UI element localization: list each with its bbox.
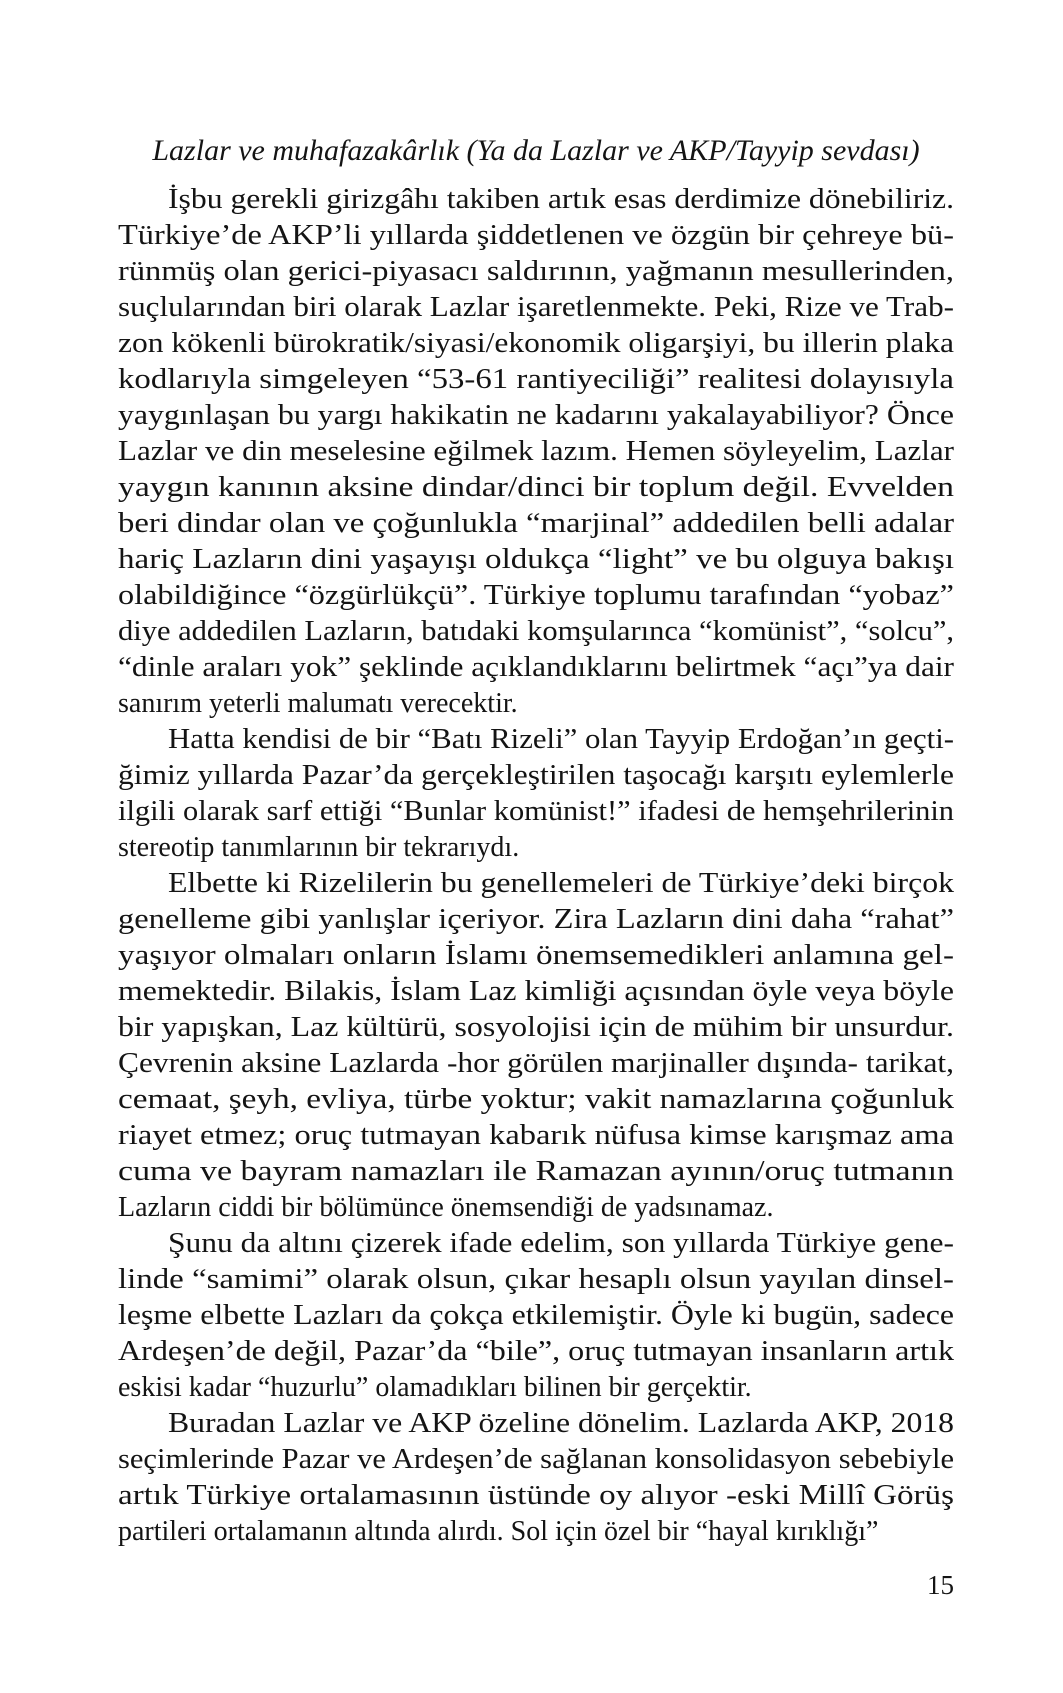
text-line	[118, 866, 954, 902]
text-line	[118, 434, 954, 470]
text-line-content: “dinle araları yok” şeklinde açıklandıklarını belirtmek “açı”ya dair	[118, 652, 955, 683]
text-line-content: yaygınlaşan bu yargı hakikatin ne kadarını yakalayabiliyor? Önce	[118, 400, 954, 431]
text-line-content: beri dindar olan ve çoğunlukla “marjinal” addedilen belli adalar	[118, 508, 954, 539]
text-line-content: zon kökenli bürokratik/siyasi/ekonomik oligarşiyi, bu illerin plaka	[118, 328, 954, 359]
text-line-content: Hatta kendisi de bir “Batı Rizeli” olan Tayyip Erdoğan’ın geçti-	[168, 724, 955, 755]
text-line-content: Şunu da altını çizerek ifade edelim, son yıllarda Türkiye gene-	[168, 1228, 954, 1259]
text-line	[118, 1262, 954, 1298]
text-line	[118, 686, 954, 722]
body-paragraphs	[118, 182, 954, 1550]
text-line	[118, 1478, 954, 1514]
text-line-content: Ardeşen’de değil, Pazar’da “bile”, oruç tutmayan insanların artık	[118, 1336, 954, 1367]
text-line	[118, 974, 954, 1010]
text-line-content: diye addedilen Lazların, batıdaki komşularınca “komünist”, “solcu”,	[118, 616, 954, 647]
text-line	[118, 182, 954, 218]
text-line-content: artık Türkiye ortalamasının üstünde oy alıyor -eski Millî Görüş	[118, 1480, 954, 1511]
text-line	[118, 1514, 954, 1550]
text-line-content: kodlarıyla simgeleyen “53-61 rantiyeciliği” realitesi dolayısıyla	[118, 364, 954, 395]
text-line	[118, 650, 954, 686]
text-line-content: rünmüş olan gerici-piyasacı saldırının, yağmanın mesullerinden,	[118, 256, 954, 287]
text-line	[118, 1370, 954, 1406]
paragraph	[118, 1226, 954, 1406]
text-line	[118, 362, 954, 398]
text-line	[118, 254, 954, 290]
text-line-content: stereotip tanımlarının bir tekrarıydı.	[118, 832, 520, 863]
text-line	[118, 1190, 954, 1226]
paragraph	[118, 722, 954, 866]
text-line	[118, 542, 954, 578]
text-line	[118, 1442, 954, 1478]
text-line	[118, 830, 954, 866]
text-line-content: yaşıyor olmaları onların İslamı önemsemedikleri anlamına gel-	[118, 940, 954, 971]
text-line-content: Lazların ciddi bir bölümünce önemsendiği de yadsınamaz.	[118, 1192, 774, 1223]
paragraph	[118, 1406, 954, 1550]
text-line	[118, 1010, 954, 1046]
text-line	[118, 1298, 954, 1334]
text-line-content: seçimlerinde Pazar ve Ardeşen’de sağlanan konsolidasyon sebebiyle	[118, 1444, 955, 1475]
text-line-content: linde “samimi” olarak olsun, çıkar hesaplı olsun yayılan dinsel-	[118, 1264, 954, 1295]
text-line-content: olabildiğince “özgürlükçü”. Türkiye toplumu tarafından “yobaz”	[118, 580, 954, 611]
text-line	[118, 938, 954, 974]
text-line	[118, 1334, 954, 1370]
text-line-content: Elbette ki Rizelilerin bu genellemeleri de Türkiye’deki birçok	[168, 868, 954, 899]
paragraph	[118, 182, 954, 722]
text-line	[118, 470, 954, 506]
text-line-content: genelleme gibi yanlışlar içeriyor. Zira Lazların dini daha “rahat”	[118, 904, 954, 935]
paragraph	[118, 866, 954, 1226]
text-line	[118, 758, 954, 794]
text-line-content: cuma ve bayram namazları ile Ramazan ayının/oruç tutmanın	[118, 1156, 954, 1187]
text-line	[118, 1154, 954, 1190]
text-line	[118, 290, 954, 326]
text-line	[118, 794, 954, 830]
text-line-content: cemaat, şeyh, evliya, türbe yoktur; vakit namazlarına çoğunluk	[118, 1084, 954, 1115]
text-block	[118, 132, 954, 1550]
text-line-content: riayet etmez; oruç tutmayan kabarık nüfusa kimse karışmaz ama	[118, 1120, 954, 1151]
text-line-content: Lazlar ve din meselesine eğilmek lazım. Hemen söyleyelim, Lazlar	[118, 436, 955, 467]
text-line	[118, 506, 954, 542]
text-line	[118, 902, 954, 938]
text-line-content: sanırım yeterli malumatı verecektir.	[118, 688, 518, 719]
text-line-content: ilgili olarak sarf ettiği “Bunlar komünist!” ifadesi de hemşehrilerinin	[118, 796, 954, 827]
text-line-content: Türkiye’de AKP’li yıllarda şiddetlenen ve özgün bir çehreye bü-	[118, 220, 954, 251]
text-line	[118, 326, 954, 362]
text-line	[118, 1082, 954, 1118]
text-line	[118, 1118, 954, 1154]
text-line	[118, 578, 954, 614]
page-number: 15	[927, 1570, 954, 1600]
text-line-content: bir yapışkan, Laz kültürü, sosyolojisi için de mühim bir unsurdur.	[118, 1012, 954, 1043]
text-line-content: Buradan Lazlar ve AKP özeline dönelim. Lazlarda AKP, 2018	[168, 1408, 954, 1439]
text-line-content: hariç Lazların dini yaşayışı oldukça “light” ve bu olguya bakışı	[118, 544, 955, 575]
text-line-content: partileri ortalamanın altında alırdı. Sol için özel bir “hayal kırıklığı”	[118, 1516, 879, 1547]
text-line	[118, 614, 954, 650]
text-line-content: suçlularından biri olarak Lazlar işaretlenmekte. Peki, Rize ve Trab-	[118, 292, 954, 323]
text-line	[118, 722, 954, 758]
text-line	[118, 1406, 954, 1442]
text-line-content: yaygın kanının aksine dindar/dinci bir toplum değil. Evvelden	[118, 472, 954, 503]
text-line-content: ğimiz yıllarda Pazar’da gerçekleştirilen taşocağı karşıtı eylemlerle	[118, 760, 954, 791]
text-line-content: Çevrenin aksine Lazlarda -hor görülen marjinaller dışında- tarikat,	[118, 1048, 954, 1079]
text-line	[118, 398, 954, 434]
text-line	[118, 1046, 954, 1082]
section-title	[118, 132, 954, 170]
text-line-content: leşme elbette Lazları da çokça etkilemiştir. Öyle ki bugün, sadece	[118, 1300, 954, 1331]
text-line	[118, 218, 954, 254]
text-line-content: İşbu gerekli girizgâhı takiben artık esas derdimize dönebiliriz.	[168, 184, 954, 215]
text-line-content: memektedir. Bilakis, İslam Laz kimliği açısından öyle veya böyle	[118, 976, 954, 1007]
text-line	[118, 1226, 954, 1262]
text-line-content: eskisi kadar “huzurlu” olamadıkları bilinen bir gerçektir.	[118, 1372, 752, 1403]
section-title-text: Lazlar ve muhafazakârlık (Ya da Lazlar ve AKP/Tayyip sevdası)	[152, 134, 920, 167]
